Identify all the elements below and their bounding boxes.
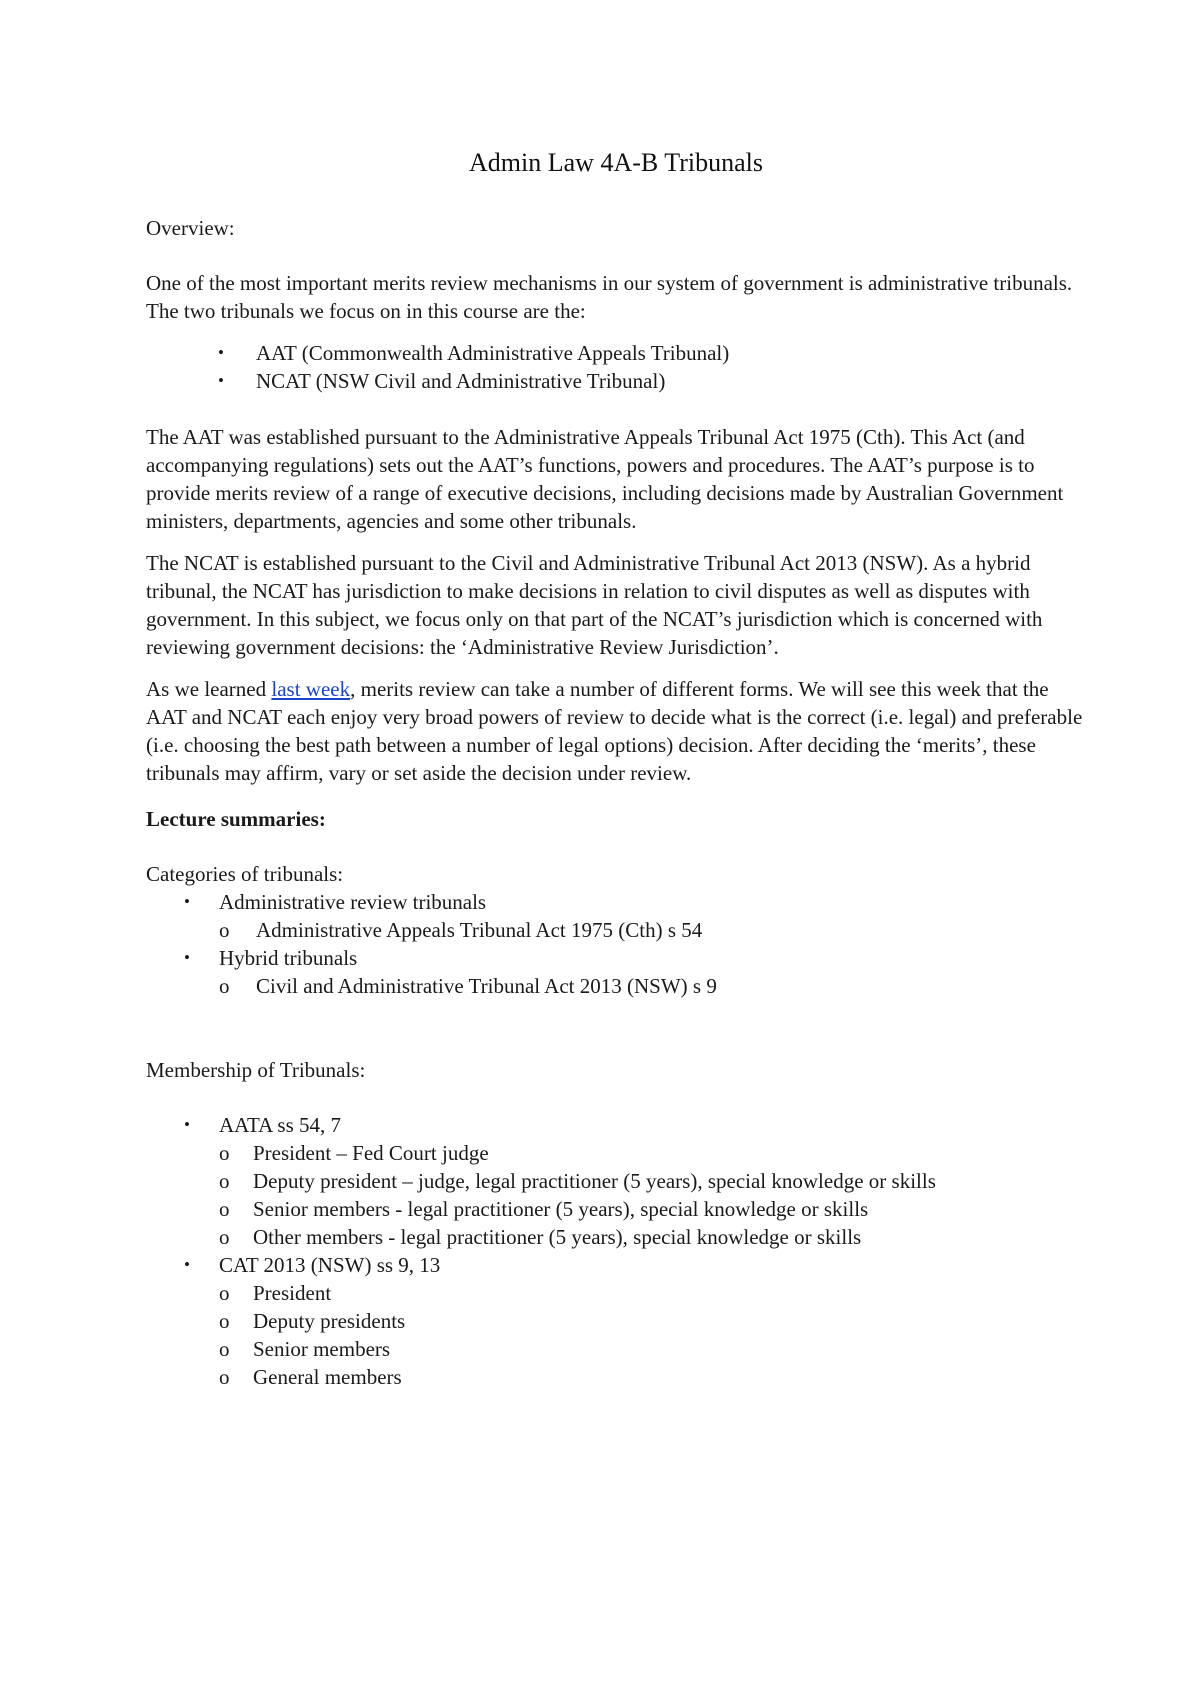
circle-bullet-icon: o	[219, 1337, 230, 1361]
sub-list-item	[146, 1335, 1086, 1363]
circle-bullet-icon: o	[219, 1309, 230, 1333]
sub-list	[146, 972, 1086, 1000]
membership-list	[146, 1111, 1086, 1391]
overview-intro: One of the most important merits review mechanisms in our system of government is administrative tribunals. The two tribunals we focus on in this course are the:	[146, 271, 1073, 323]
list-item	[146, 339, 1086, 367]
paragraph-merits-suffix: , merits review can take a number of different forms. We will see this week that the AAT and NCAT each enjoy very broad powers of review to decide what is the correct (i.e. legal) and preferable (i.e. choosing the best path between a number of legal options) decision. After deciding the ‘merits’, these tribunals may affirm, vary or set aside the decision under review.	[146, 677, 1083, 785]
bullet-icon: •	[184, 1255, 190, 1274]
sub-list-item	[146, 972, 1086, 1000]
list-item-text: CAT 2013 (NSW) ss 9, 13	[219, 1253, 441, 1277]
sub-list-item	[146, 1363, 1086, 1391]
tribunals-list	[146, 339, 1086, 395]
circle-bullet-icon: o	[219, 1169, 230, 1193]
list-item-text: Administrative review tribunals	[219, 890, 487, 914]
list-item-text: Hybrid tribunals	[219, 946, 358, 970]
list-item	[146, 888, 1086, 944]
sub-list-item-text: Other members - legal practitioner (5 years), special knowledge or skills	[253, 1225, 862, 1249]
list-item	[146, 367, 1086, 395]
lecture-summaries-heading	[146, 805, 1086, 833]
paragraph-merits	[146, 675, 1086, 787]
sub-list-item	[146, 1223, 1086, 1251]
circle-bullet-icon: o	[219, 918, 230, 942]
sub-list-item	[146, 1139, 1086, 1167]
circle-bullet-icon: o	[219, 1365, 230, 1389]
list-item	[146, 944, 1086, 1000]
sub-list-item	[146, 1307, 1086, 1335]
list-item	[146, 1111, 1086, 1251]
sub-list-item-text: President	[253, 1281, 332, 1305]
sub-list-item	[146, 1279, 1086, 1307]
circle-bullet-icon: o	[219, 1225, 230, 1249]
list-item-text: NCAT (NSW Civil and Administrative Tribunal)	[256, 369, 666, 393]
circle-bullet-icon: o	[219, 1197, 230, 1221]
bullet-icon: •	[184, 892, 190, 911]
list-item-text: AATA ss 54, 7	[219, 1113, 342, 1137]
bullet-icon: •	[184, 948, 190, 967]
paragraph-ncat: The NCAT is established pursuant to the Civil and Administrative Tribunal Act 2013 (NSW). As a hybrid tribunal, the NCAT has jurisdiction to make decisions in relation to civil disputes as well as disputes with government. In this subject, we focus only on that part of the NCAT’s jurisdiction which is concerned with reviewing government decisions: the ‘Administrative Review Jurisdiction’.	[146, 551, 1043, 659]
circle-bullet-icon: o	[219, 1141, 230, 1165]
sub-list-item-text: Civil and Administrative Tribunal Act 2013 (NSW) s 9	[256, 974, 717, 998]
sub-list-item-text: Deputy president – judge, legal practitioner (5 years), special knowledge or skills	[253, 1169, 936, 1193]
sub-list-item	[146, 916, 1086, 944]
sub-list	[146, 1139, 1086, 1251]
sub-list-item-text: Administrative Appeals Tribunal Act 1975 (Cth) s 54	[256, 918, 703, 942]
sub-list-item-text: Senior members	[253, 1337, 391, 1361]
categories-list	[146, 888, 1086, 1000]
circle-bullet-icon: o	[219, 974, 230, 998]
sub-list-item	[146, 1167, 1086, 1195]
bullet-icon: •	[218, 371, 224, 390]
paragraph-merits-prefix: As we learned	[146, 677, 272, 701]
circle-bullet-icon: o	[219, 1281, 230, 1305]
list-item-text: AAT (Commonwealth Administrative Appeals Tribunal)	[256, 341, 730, 365]
sub-list	[146, 1279, 1086, 1391]
categories-heading: Categories of tribunals:	[146, 862, 344, 886]
paragraph-aat: The AAT was established pursuant to the Administrative Appeals Tribunal Act 1975 (Cth). This Act (and accompanying regulations) sets out the AAT’s functions, powers and procedures. The AAT’s purpose is to provide merits review of a range of executive decisions, including decisions made by Australian Government ministers, departments, agencies and some other tribunals.	[146, 425, 1064, 533]
bullet-icon: •	[218, 343, 224, 362]
sub-list-item-text: General members	[253, 1365, 402, 1389]
lecture-summaries-heading-text: Lecture summaries:	[146, 807, 326, 831]
sub-list-item-text: Senior members - legal practitioner (5 years), special knowledge or skills	[253, 1197, 869, 1221]
document-body	[146, 145, 1086, 1391]
bullet-icon: •	[184, 1115, 190, 1134]
sub-list	[146, 916, 1086, 944]
sub-list-item-text: Deputy presidents	[253, 1309, 406, 1333]
list-item	[146, 1251, 1086, 1391]
membership-heading: Membership of Tribunals:	[146, 1058, 366, 1082]
document-title: Admin Law 4A-B Tribunals	[469, 148, 763, 177]
sub-list-item	[146, 1195, 1086, 1223]
last-week-link[interactable]: last week	[271, 677, 351, 701]
sub-list-item-text: President – Fed Court judge	[253, 1141, 489, 1165]
overview-heading: Overview:	[146, 216, 235, 240]
